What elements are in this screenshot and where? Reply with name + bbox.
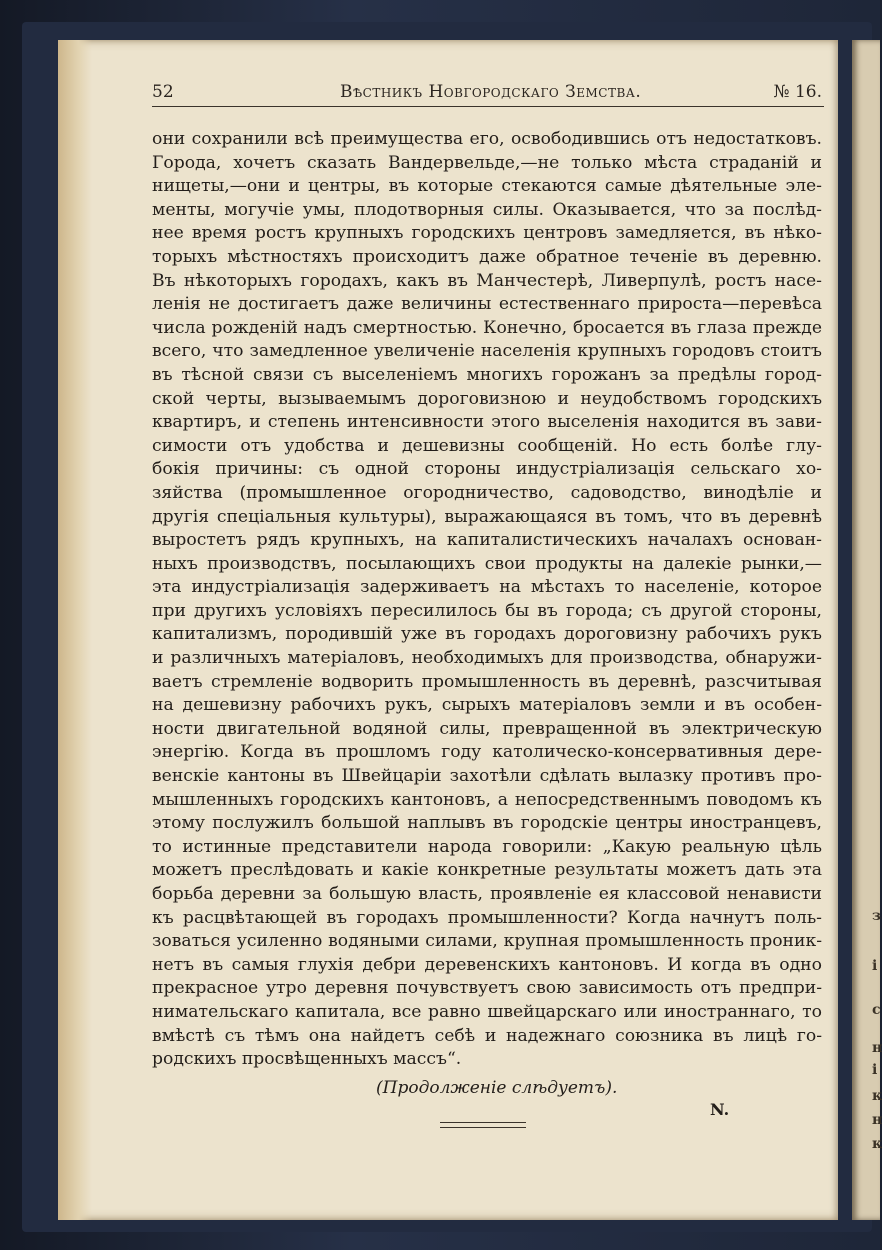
text-line: родскихъ просвѣщенныхъ массъ“. <box>152 1049 462 1070</box>
journal-title: Вѣстникъ Новгородскаго Земства. <box>340 82 642 102</box>
text-line: энергію. Когда въ прошломъ году католическо-консервативныя дере- <box>152 742 822 763</box>
text-line: прекрасное утро деревня почувствуетъ свою зависимость отъ предпри- <box>152 978 822 999</box>
text-line: этому послужилъ большой наплывъ въ городскіе центры иностранцевъ, <box>152 813 822 834</box>
continuation-note: (Продолженіе слѣдуетъ). <box>376 1078 618 1098</box>
author-signature: N. <box>710 1100 730 1119</box>
header-rule <box>152 106 824 107</box>
text-line: въ тѣсной связи съ выселеніемъ многихъ горожанъ за предѣлы город- <box>152 364 822 385</box>
text-line: менты, могучіе умы, плодотворныя силы. Оказывается, что за послѣд- <box>152 199 822 220</box>
text-line: нетъ въ самыя глухія дебри деревенскихъ кантоновъ. И когда въ одно <box>152 954 822 975</box>
text-line: симости отъ удобства и дешевизны сообщеній. Но есть болѣе глу- <box>152 435 822 456</box>
text-line: ныхъ производствъ, посылающихъ свои продукты на далекіе рынки,— <box>152 553 822 574</box>
facing-page-fragment: і <box>872 1062 878 1078</box>
text-line: мышленныхъ городскихъ кантоновъ, а непосредственнымъ поводомъ къ <box>152 789 822 810</box>
text-line: ской черты, вызываемымъ дороговизною и неудобствомъ городскихъ <box>152 388 822 409</box>
text-line: къ расцвѣтающей въ городахъ промышленности? Когда начнутъ поль- <box>152 907 822 928</box>
text-line: зяйства (промышленное огородничество, садоводство, винодѣліе и <box>152 482 822 503</box>
issue-number: № 16. <box>773 82 822 102</box>
facing-page-fragment: к <box>872 1088 882 1104</box>
text-line: Города, хочетъ сказать Вандервельде,—не только мѣста страданій и <box>152 152 822 173</box>
text-line: вмѣстѣ съ тѣмъ она найдетъ себѣ и надежнаго союзника въ лицѣ го- <box>152 1025 822 1046</box>
article-body <box>152 128 822 1072</box>
section-end-rule <box>440 1122 526 1128</box>
text-line: ности двигательной водяной силы, превращенной въ электрическую <box>152 718 822 739</box>
text-line: числа рожденій надъ смертностью. Конечно, бросается въ глаза прежде <box>152 317 822 338</box>
text-line: борьба деревни за большую власть, проявленіе ея классовой ненависти <box>152 884 822 904</box>
text-line: то истинные представители народа говорили: „Какую реальную цѣль <box>152 836 822 857</box>
facing-page-fragment: к <box>872 1136 882 1152</box>
text-line: и различныхъ матеріаловъ, необходимыхъ для производства, обнаружи- <box>152 648 822 669</box>
facing-page-fragment: н <box>872 1112 882 1128</box>
text-line: они сохранили всѣ преимущества его, освободившись отъ недостатковъ. <box>152 129 822 149</box>
text-line: торыхъ мѣстностяхъ происходитъ даже обратное теченіе въ деревню. <box>152 246 822 267</box>
text-line: другія спеціальныя культуры), выражающаяся въ томъ, что въ деревнѣ <box>152 506 822 527</box>
text-line: на дешевизну рабочихъ рукъ, сырыхъ матеріаловъ земли и въ особен- <box>152 695 822 716</box>
text-line: нее время ростъ крупныхъ городскихъ центровъ замедляется, въ нѣко- <box>152 223 822 244</box>
text-line: ваетъ стремленіе водворить промышленность въ деревнѣ, разсчитывая <box>152 671 822 692</box>
facing-page-fragment: з <box>872 908 881 924</box>
text-line: квартиръ, и степень интенсивности этого выселенія находится въ зави- <box>152 412 822 433</box>
text-line: выростетъ рядъ крупныхъ, на капиталистическихъ началахъ основан- <box>152 530 822 551</box>
text-line: капитализмъ, породившій уже въ городахъ дороговизну рабочихъ рукъ <box>152 624 822 645</box>
facing-page-fragment: н <box>872 1040 882 1056</box>
text-line: при другихъ условіяхъ пересилилось бы въ города; съ другой стороны, <box>152 600 822 621</box>
running-header <box>152 82 822 108</box>
text-line: всего, что замедленное увеличеніе населенія крупныхъ городовъ стоитъ <box>152 341 822 362</box>
facing-page-edge <box>852 40 880 1220</box>
facing-page-fragment: і <box>872 958 878 974</box>
text-line: ленія не достигаетъ даже величины естественнаго прироста—перевѣса <box>152 294 822 315</box>
text-line: венскіе кантоны въ Швейцаріи захотѣли сдѣлать вылазку противъ про- <box>152 766 822 787</box>
text-line: Въ нѣкоторыхъ городахъ, какъ въ Манчестерѣ, Ливерпулѣ, ростъ насе- <box>152 270 822 291</box>
text-line: нимательскаго капитала, все равно швейцарскаго или иностраннаго, то <box>152 1001 822 1022</box>
text-line: нищеты,—они и центры, въ которые стекаются самые дѣятельные эле- <box>152 176 822 197</box>
text-line: эта индустріализація задерживаетъ на мѣстахъ то населеніе, которое <box>152 577 822 598</box>
text-line: бокія причины: съ одной стороны индустріализація сельскаго хо- <box>152 459 822 480</box>
text-line: зоваться усиленно водяными силами, крупная промышленность проник- <box>152 931 822 952</box>
facing-page-fragment: с <box>872 1002 881 1018</box>
text-line: можетъ преслѣдовать и какіе конкретные результаты можетъ дать эта <box>152 860 822 881</box>
page-number: 52 <box>152 82 174 102</box>
page-gutter-shadow <box>58 40 92 1220</box>
